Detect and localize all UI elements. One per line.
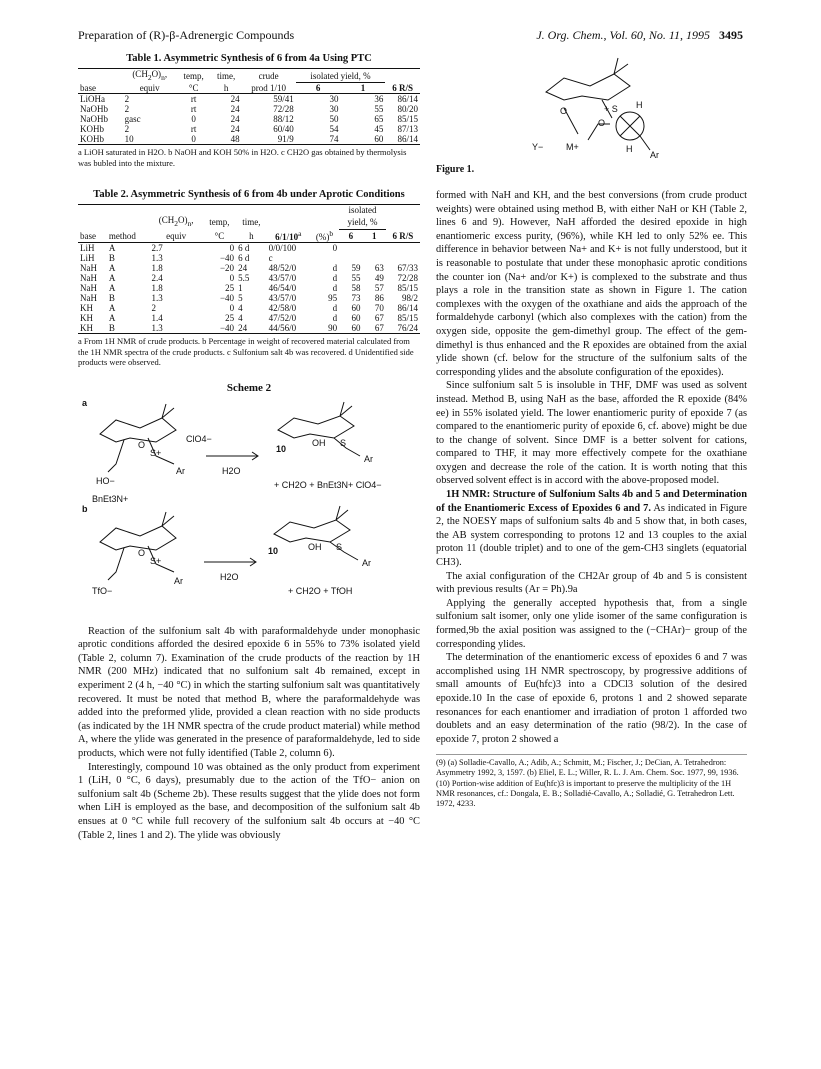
table-cell: 76/24 bbox=[397, 323, 418, 334]
svg-text:HO−: HO− bbox=[96, 475, 115, 486]
table-cell: 30 bbox=[329, 94, 339, 105]
table-cell: d bbox=[332, 263, 338, 274]
references bbox=[436, 754, 747, 809]
table-cell: 1.3 bbox=[151, 253, 163, 264]
reference-9: (9) (a) Solladie-Cavallo, A.; Adib, A.; Schmitt, M.; Fischer, J.; DeCian, A. Tetrahedron: Asymmetry 1992, 3, 1597. (b) Eliel, E. L.; Willer, R. L. J. Am. Chem. Soc. 1977, 99, 1936. bbox=[436, 758, 739, 778]
table-cell: 57 bbox=[374, 283, 384, 294]
table-cell: A bbox=[108, 263, 116, 274]
table1-body bbox=[78, 94, 420, 145]
table-cell: 43/57/0 bbox=[268, 273, 297, 284]
svg-text:Ar: Ar bbox=[174, 575, 183, 586]
scheme2-a-reagent: H2O bbox=[222, 465, 241, 476]
table-cell: 60 bbox=[351, 313, 361, 324]
table-cell: LiOHa bbox=[80, 94, 105, 105]
table-row bbox=[78, 283, 420, 293]
t2-h-yield: yield, % bbox=[339, 215, 386, 229]
section-paragraph bbox=[436, 488, 747, 570]
table-cell: −40 bbox=[219, 323, 235, 334]
table-cell: NaH bbox=[80, 273, 97, 284]
svg-text:O: O bbox=[598, 118, 606, 128]
scheme2-title: Scheme 2 bbox=[226, 381, 272, 394]
table-cell: 59 bbox=[351, 263, 361, 274]
table-cell: 25 bbox=[225, 283, 235, 294]
table-cell: 60/40 bbox=[273, 124, 294, 135]
right-paragraph: The determination of the enantiomeric excess of epoxides 6 and 7 was accomplished using 1H NMR spectroscopy, by progressive additions of small amounts of Eu(hfc)3 into a CDCl3 solution of the desired epoxide.10 In the case of epoxide 6, protons 1 and 2 showed separate resonances for each enantiomer and irradiation of proton 1 afforded two doublets and an easy determination of the ratio (98/2). In the case of epoxide 7, proton 2 showed a bbox=[436, 652, 747, 745]
table-row bbox=[78, 313, 420, 323]
table-cell: 2.4 bbox=[151, 273, 163, 284]
right-paragraph: formed with NaH and KH, and the best conversions (from crude product weights) were obtained using method B, with either NaH or KH (Table 2, lines 6 and 9). However, NaH afforded the desired epoxide in high enantiomeric excess purity, (96%), while KH led to only 52% ee. This difference in behavior between Na+ and K+ is not fully understood, but it is reasonable to postulate that under these monophasic aprotic conditions the counter ion (Na+ and/or K+) is complexed to the substrate and thus plays a role in the transition state as shown in Figure 1. The cation complexes with the oxygen of the oxathiane and aids the approach of the formaldehyde carbonyl (which also complexes with the cation) from the oxygen side, opposite the gem-dimethyl group. The effect of the gem-dimethyl is thus enhanced and the R epoxides are obtained from the axial ylide shown (cf. below for the structure of the sulfonium salts of the corresponding ylides and the absolute configuration of the epoxides). bbox=[436, 190, 747, 378]
table-row bbox=[78, 253, 420, 263]
table-cell: 58 bbox=[351, 283, 361, 294]
table-cell: NaOHb bbox=[80, 104, 108, 115]
table-cell: 0 bbox=[229, 243, 235, 254]
scheme2-b-counter: TfO− bbox=[92, 585, 113, 596]
t1-h-base bbox=[78, 69, 123, 83]
table-cell: −40 bbox=[219, 293, 235, 304]
table-cell: 24 bbox=[230, 104, 240, 115]
section-text: As indicated in Figure 2, the NOESY maps of sulfonium salts 4b and 5 show that, in both cases, the AB system corresponding to protons 12 and 13 couples to the axial proton 11 (double triplet) and to one of the gem-CH3 singlets (equatorial CH3). bbox=[436, 502, 747, 569]
section-heading: 1H NMR: Structure of Sulfonium Salts 4b and 5 and Determination of the Enantiomeric Excess of Epoxides 6 and 7. bbox=[436, 489, 747, 514]
scheme2-a-products: + CH2O + BnEt3N+ ClO4− bbox=[274, 479, 382, 490]
table-cell: LiH bbox=[80, 243, 95, 254]
table-cell: 90 bbox=[328, 323, 338, 334]
table-cell: 1.4 bbox=[151, 313, 163, 324]
t2-h-time: time, bbox=[242, 217, 261, 228]
t2-h-isolated: isolated bbox=[348, 205, 377, 216]
table-cell: 48 bbox=[230, 134, 240, 145]
table-cell: 44/56/0 bbox=[268, 323, 297, 334]
svg-text:OH: OH bbox=[308, 541, 322, 552]
table-cell: gasc bbox=[124, 114, 141, 125]
table-cell: KH bbox=[80, 313, 93, 324]
table-cell: 2 bbox=[124, 104, 130, 115]
table-cell: 98/2 bbox=[401, 293, 418, 304]
table-cell: rt bbox=[190, 104, 197, 115]
table-cell: 1.3 bbox=[151, 293, 163, 304]
table-cell: 2 bbox=[124, 94, 130, 105]
table-cell bbox=[363, 253, 386, 263]
table-cell: NaH bbox=[80, 263, 97, 274]
table-cell: 25 bbox=[225, 313, 235, 324]
table-cell: 4 bbox=[238, 313, 243, 324]
table-cell: rt bbox=[190, 94, 197, 105]
table-cell: 1 bbox=[238, 283, 243, 294]
right-paragraph: The axial configuration of the CH2Ar group of 4b and 5 is consistent with previous results (Ar = Ph).9a bbox=[436, 570, 747, 596]
table-row bbox=[78, 323, 420, 334]
table-cell: 24 bbox=[230, 114, 240, 125]
table-cell: rt bbox=[190, 124, 197, 135]
table-cell: 88/12 bbox=[273, 114, 294, 125]
table-cell: 48/52/0 bbox=[268, 263, 297, 274]
scheme2-label-b: b bbox=[82, 503, 88, 514]
left-body-text bbox=[78, 625, 420, 843]
left-column bbox=[78, 52, 420, 842]
table-cell: 60 bbox=[351, 323, 361, 334]
table-row bbox=[78, 243, 420, 254]
table-cell: 55 bbox=[374, 104, 384, 115]
table-cell: NaOHb bbox=[80, 114, 108, 125]
table-cell: 6 d bbox=[238, 253, 250, 264]
scheme2-num10-a: 10 bbox=[276, 443, 287, 454]
table-row bbox=[78, 124, 420, 134]
table-cell: LiH bbox=[80, 253, 95, 264]
table-row bbox=[78, 273, 420, 283]
table-cell: 43/57/0 bbox=[268, 293, 297, 304]
table-row bbox=[78, 263, 420, 273]
svg-text:Ar: Ar bbox=[650, 150, 659, 160]
right-paragraph: Since sulfonium salt 5 is insoluble in THF, DMF was used as solvent instead. Method B, using NaH as the base, afforded the R epoxide (84% ee) in 55% isolated yield. The lower enantiomeric purity of epoxide 7 (as compared to the enantiomeric purity of epoxide 6, cf. above) might be due to the change of solvent. Since DMF is a better solvent for cations, compared to THF, it may more effectively compete for the oxathiane oxygen and decrease the role of the cation. It is worth noting that this observed solvent effect is in accord with the above-proposed model. bbox=[436, 380, 747, 487]
table-row bbox=[78, 94, 420, 105]
table-cell: 10 bbox=[124, 134, 134, 145]
right-column bbox=[436, 52, 747, 810]
scheme2-label-a: a bbox=[82, 397, 88, 408]
reference-10: (10) Portion-wise addition of Eu(hfc)3 is important to preserve the multiplicity of the 1H NMR resonances, cf.: Dongala, E. B.; Solladié-Cavallo, A.; Solladié, G. Tetrahedron Lett. 1972, 4233. bbox=[436, 779, 735, 809]
table-cell: 55 bbox=[351, 273, 361, 284]
t1-h-time: time, bbox=[216, 70, 236, 81]
table-cell: A bbox=[108, 303, 116, 314]
table-cell: 60 bbox=[351, 303, 361, 314]
svg-text:O: O bbox=[138, 439, 146, 450]
svg-text:S+: S+ bbox=[150, 555, 162, 566]
right-paragraph: Applying the generally accepted hypothesis that, from a single sulfonium salt isomer, only one ylide isomer of the same configuration is formed,9b the axial position was assigned to the (−CHAr)− group of the corresponding ylides. bbox=[436, 597, 747, 650]
table-cell: 85/15 bbox=[397, 313, 418, 324]
table-cell: A bbox=[108, 273, 116, 284]
table-cell: 86 bbox=[374, 293, 384, 304]
table2-caption: Table 2. Asymmetric Synthesis of 6 from 4b under Aprotic Conditions bbox=[93, 189, 405, 201]
table-cell: 24 bbox=[238, 263, 248, 274]
t2-h-temp: temp, bbox=[209, 217, 230, 228]
table-cell: 95 bbox=[328, 293, 338, 304]
svg-text:H: H bbox=[626, 144, 633, 154]
scheme2-b-reagent: H2O bbox=[220, 571, 239, 582]
t1-h-base2: base bbox=[80, 83, 96, 94]
table-cell: 0 bbox=[229, 303, 235, 314]
table-cell: 42/58/0 bbox=[268, 303, 297, 314]
table-cell: B bbox=[108, 253, 115, 264]
left-paragraph: Interestingly, compound 10 was obtained as the only product from experiment 1 (LiH, 0 °C, 6 days), presumably due to the action of the TfO− anion on sulfonium salt 4b (Scheme 2b). These results suggest that the ylide does not form when LiH is employed as the base, and decomposition of the sulfonium salt 4b ensues at 0 °C while full recovery of the sulfonium salt 4b occurs at −40 °C (Table 2, lines 1 and 2). The ylide was obviously bbox=[78, 761, 420, 841]
table-cell: A bbox=[108, 243, 116, 254]
table1: $(CH_2O)_n$, temp, time, crude isolated yield, % base equiv °C h prod 1/10 6 1 6 R/S LiOHa 2 rt 24 59/41 30 36 86/14 NaOHb 2 rt 24 72/28 30 55 80/20 NaOHb gasc 0 24 88/12 50 65 85/15 KOHb 2 rt 24 60/40 54 45 87/13 KOHb 10 0 48 91/9 74 60 86/14 bbox=[80, 69, 418, 145]
table-cell: 70 bbox=[374, 303, 384, 314]
table1-footnote: a LiOH saturated in H2O. b NaOH and KOH 50% in H2O. c CH2O gas obtained by thermolysis was bubled into the mixture. bbox=[78, 147, 407, 168]
table-cell: 73 bbox=[351, 293, 361, 304]
right-body-text bbox=[436, 189, 747, 746]
scheme2-a-base: BnEt3N+ bbox=[92, 493, 129, 504]
table2-footnote: a From 1H NMR of crude products. b Percentage in weight of recovered material calculated from the 1H NMR spectra of the crude products. c Sulfonium salt 4b was recovered. d Unidentified side products were observed. bbox=[78, 336, 414, 368]
table1-caption: Table 1. Asymmetric Synthesis of 6 from 4a Using PTC bbox=[126, 53, 372, 64]
table-cell: 86/14 bbox=[397, 94, 418, 105]
table-cell: 72/28 bbox=[397, 273, 418, 284]
table-cell: A bbox=[108, 313, 116, 324]
table-cell: 49 bbox=[374, 273, 384, 284]
table-cell: 87/13 bbox=[397, 124, 418, 135]
table-cell: KH bbox=[80, 303, 93, 314]
left-paragraph: Reaction of the sulfonium salt 4b with paraformaldehyde under monophasic aprotic conditions afforded the desired epoxide 6 in 55% to 73% isolated yield (Table 2, column 7). Examination of the crude products of the reaction by 1H NMR (200 MHz) indicated that no sulfonium salt 4b remained, except in experiment 2 (4 h, −40 °C) in which the starting sulfonium salt was quantitatively recovered. It must be noted that method B, where the paraformaldehyde was added into the preformed ylide, provided a clean reaction with no side products (as indicated by the 1H NMR spectra of the crude product material) while method A, where the ylide was generated in the presence of paraformaldehyde, led to side products, which were not fully identified (Table 2, column 6). bbox=[78, 625, 420, 759]
scheme2-b-products: + CH2O + TfOH bbox=[288, 585, 353, 596]
scheme2-num10-b: 10 bbox=[268, 545, 279, 556]
table-cell: NaH bbox=[80, 283, 97, 294]
table-cell: 24 bbox=[230, 94, 240, 105]
table-cell bbox=[339, 243, 362, 254]
table-cell: 1.8 bbox=[151, 283, 163, 294]
scheme2-a-counter: ClO4− bbox=[186, 433, 212, 444]
svg-text:Ar: Ar bbox=[364, 453, 373, 464]
table-cell: 67/33 bbox=[397, 263, 418, 274]
svg-text:H: H bbox=[636, 100, 643, 110]
table2-body bbox=[78, 243, 420, 334]
table-cell: B bbox=[108, 293, 115, 304]
table-cell: 63 bbox=[374, 263, 384, 274]
table-cell: −20 bbox=[219, 263, 235, 274]
table-cell: 74 bbox=[329, 134, 339, 145]
table-cell: 0 bbox=[191, 114, 196, 125]
table-cell bbox=[339, 253, 362, 263]
table-cell: 54 bbox=[329, 124, 339, 135]
table-cell: 2.7 bbox=[151, 243, 163, 254]
table-cell: 0 bbox=[332, 243, 338, 254]
t1-h-crude: crude bbox=[258, 70, 279, 81]
scheme2-drawing bbox=[78, 394, 420, 619]
table2: isolated $(CH_2O)_n$, temp, time, yield, % base method equiv °C h 6/1/10$^a$ (%)$^b$ 6 1 6 R/S LiH A 2.7 0 6 d 0/0/100 0 LiH B 1.3 −40 6 d c NaH A 1.8 −20 24 48/52/0 d 59 63 67/33 NaH A 2.4 0 5.5 43/57/0 d 55 49 72/28 NaH A 1.8 25 1 46/54/0 d 58 57 85/15 NaH B 1.3 −40 5 43/57/0 95 73 86 98/2 KH A 2 0 4 42/58/0 d 60 70 86/14 KH A 1.4 25 4 47/52/0 d 60 67 85/15 KH B 1.3 −40 24 44/56/0 90 60 67 76/24 bbox=[80, 205, 418, 334]
table-cell bbox=[363, 243, 386, 254]
svg-text:S: S bbox=[340, 437, 347, 448]
table-cell: 72/28 bbox=[273, 104, 294, 115]
page-number: 3495 bbox=[719, 28, 743, 42]
table-cell: 65 bbox=[374, 114, 384, 125]
table-cell: 85/15 bbox=[397, 114, 418, 125]
table-cell: 45 bbox=[374, 124, 384, 135]
t1-h-yield: isolated yield, % bbox=[296, 69, 386, 83]
svg-text:M+: M+ bbox=[566, 142, 579, 152]
svg-text:O: O bbox=[138, 547, 146, 558]
table-cell: NaH bbox=[80, 293, 97, 304]
header-right bbox=[536, 28, 743, 43]
table-cell: 59/41 bbox=[273, 94, 294, 105]
table-row bbox=[78, 114, 420, 124]
figure1-caption: Figure 1. bbox=[436, 164, 475, 175]
journal-citation: J. Org. Chem., Vol. 60, No. 11, 1995 bbox=[536, 28, 710, 42]
t1-h-ch2o: $(CH_2O)_n$, bbox=[132, 69, 168, 82]
table-cell: 67 bbox=[374, 313, 384, 324]
svg-text:OH: OH bbox=[312, 437, 326, 448]
table-cell: 5.5 bbox=[238, 273, 250, 284]
table-cell: 85/15 bbox=[397, 283, 418, 294]
svg-text:S+: S+ bbox=[150, 447, 162, 458]
table-cell: 2 bbox=[124, 124, 130, 135]
table-cell: KOHb bbox=[80, 124, 104, 135]
table-cell: −40 bbox=[219, 253, 235, 264]
table-row bbox=[78, 134, 420, 145]
svg-text:Ar: Ar bbox=[176, 465, 185, 476]
header-left: Preparation of (R)-β-Adrenergic Compounds bbox=[78, 28, 295, 42]
table-cell bbox=[310, 253, 339, 263]
table-cell: 80/20 bbox=[397, 104, 418, 115]
svg-text:Y−: Y− bbox=[532, 142, 544, 152]
table-cell: 67 bbox=[374, 323, 384, 334]
table-cell: 46/54/0 bbox=[268, 283, 297, 294]
table-cell: KOHb bbox=[80, 134, 104, 145]
table-cell: 50 bbox=[329, 114, 339, 125]
table-cell: 1.3 bbox=[151, 323, 163, 334]
svg-text:Ar: Ar bbox=[362, 557, 371, 568]
table-cell: B bbox=[108, 323, 115, 334]
running-header bbox=[78, 28, 743, 44]
table-cell: 24 bbox=[230, 124, 240, 135]
svg-text:S: S bbox=[336, 541, 343, 552]
table-cell: 30 bbox=[329, 104, 339, 115]
table-cell: KH bbox=[80, 323, 93, 334]
table-row bbox=[78, 293, 420, 303]
table-cell: c bbox=[268, 253, 273, 264]
table-cell: 91/9 bbox=[277, 134, 294, 145]
table-cell: d bbox=[332, 313, 338, 324]
table-cell: 24 bbox=[238, 323, 248, 334]
t2-h-ch2o: $(CH_2O)_n$, bbox=[158, 215, 194, 229]
table-cell: 4 bbox=[238, 303, 243, 314]
table-cell: d bbox=[332, 283, 338, 294]
table-cell: 1.8 bbox=[151, 263, 163, 274]
table-cell: 0/0/100 bbox=[268, 243, 297, 254]
table-row bbox=[78, 303, 420, 313]
svg-text:+ S: + S bbox=[604, 104, 618, 114]
table-cell: 60 bbox=[374, 134, 384, 145]
table-row bbox=[78, 104, 420, 114]
table-cell: 5 bbox=[238, 293, 243, 304]
table-cell: 0 bbox=[191, 134, 196, 145]
table-cell: 0 bbox=[229, 273, 235, 284]
table-cell: d bbox=[332, 303, 338, 314]
svg-text:O: O bbox=[560, 106, 568, 116]
table-cell: A bbox=[108, 283, 116, 294]
table-cell: 36 bbox=[374, 94, 384, 105]
t1-h-temp: temp, bbox=[183, 70, 204, 81]
figure1-drawing bbox=[436, 52, 747, 162]
table-cell: 86/14 bbox=[397, 303, 418, 314]
table-cell: 86/14 bbox=[397, 134, 418, 145]
table-cell: 6 d bbox=[238, 243, 250, 254]
table-cell: 47/52/0 bbox=[268, 313, 297, 324]
table-cell: 2 bbox=[151, 303, 156, 314]
table-cell: d bbox=[332, 273, 338, 284]
